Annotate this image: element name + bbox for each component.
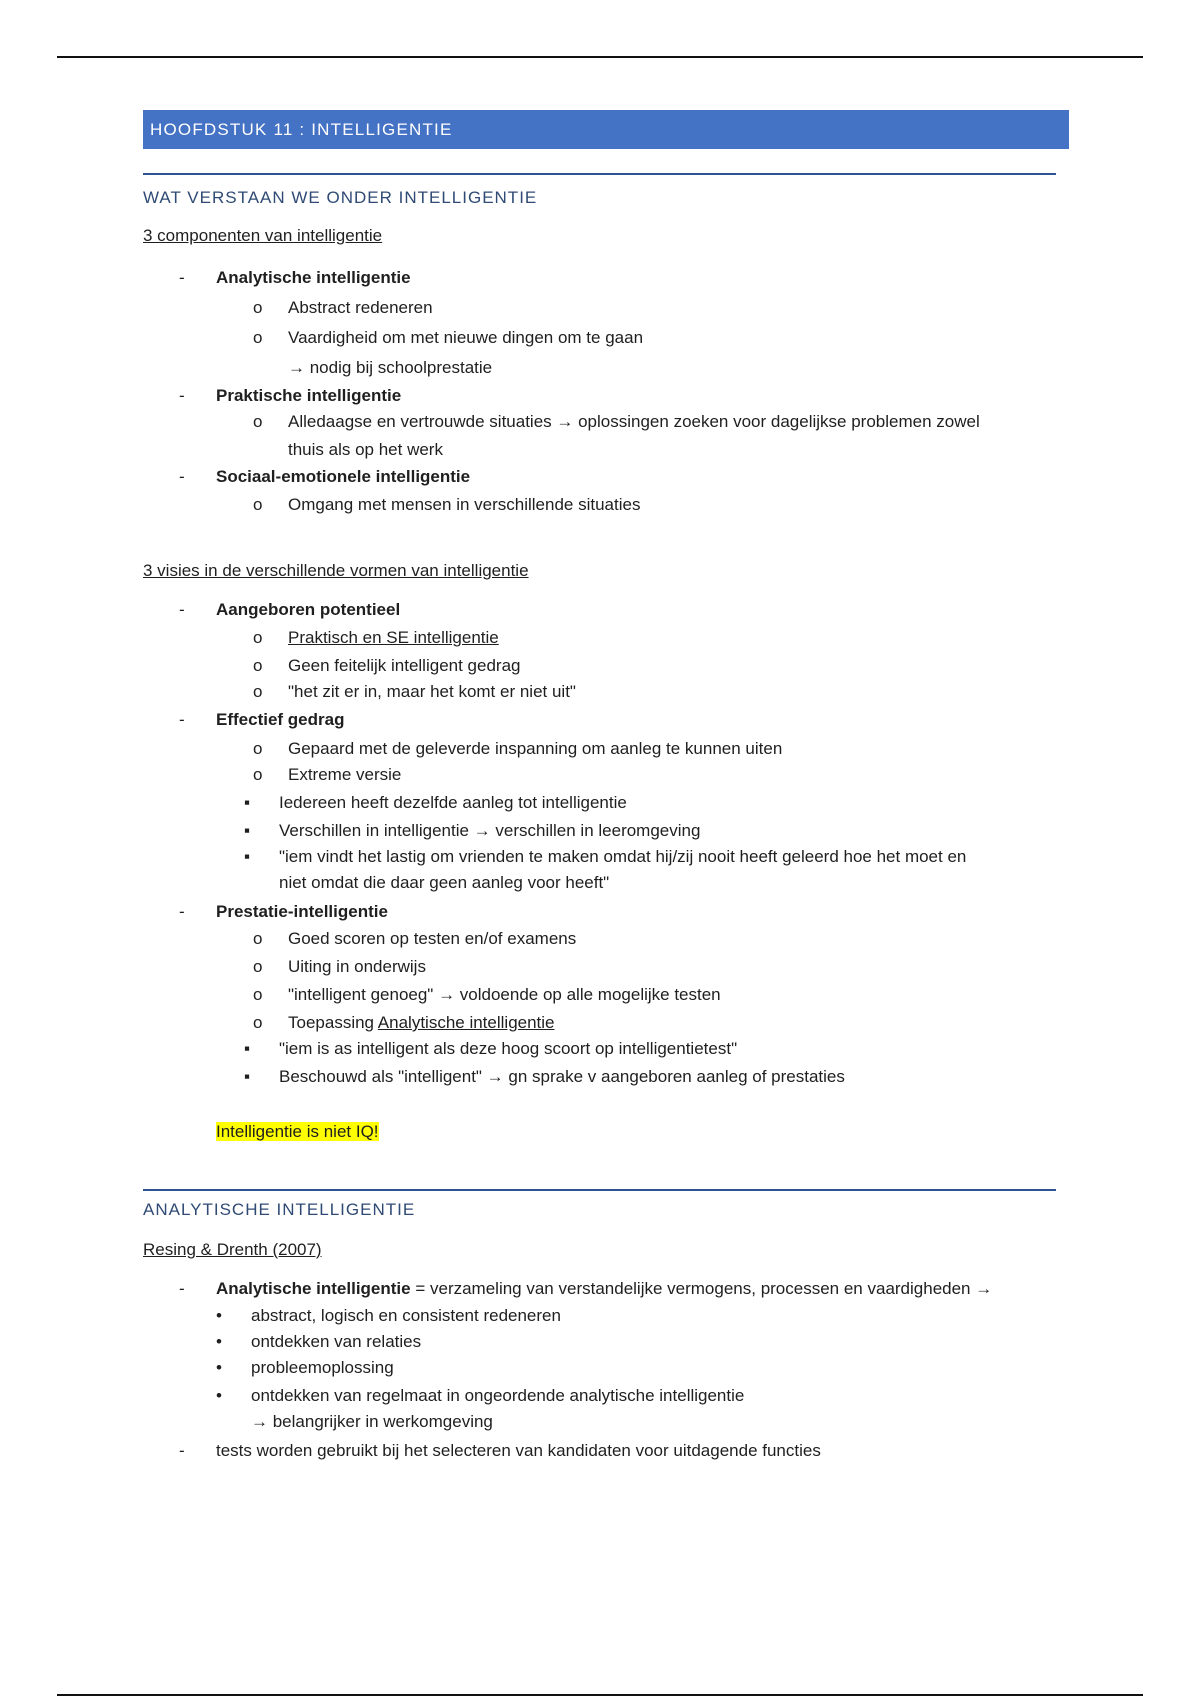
list-item: Gepaard met de geleverde inspanning om aanleg te kunnen uiten: [288, 739, 783, 758]
dot-bullet: •: [216, 1358, 222, 1377]
circle-bullet: o: [253, 412, 263, 431]
list-item: → belangrijker in werkomgeving: [251, 1412, 493, 1431]
list-item: Uiting in onderwijs: [288, 957, 426, 976]
dot-bullet: •: [216, 1306, 222, 1325]
list-item: "iem vindt het lastig om vrienden te maken omdat hij/zij nooit heeft geleerd hoe het moet en: [279, 847, 967, 866]
list-item: Goed scoren op testen en/of examens: [288, 929, 577, 948]
list-item: ontdekken van regelmaat in ongeordende analytische intelligentie: [251, 1386, 745, 1405]
square-bullet: ▪: [244, 1067, 251, 1086]
dash-bullet: -: [179, 268, 185, 287]
list-item-label: Aangeboren potentieel: [216, 600, 401, 619]
list-item: "iem is as intelligent als deze hoog scoort op intelligentietest": [279, 1039, 738, 1058]
list-item: Praktisch en SE intelligentie: [288, 628, 499, 647]
list-item: "het zit er in, maar het komt er niet uit": [288, 682, 576, 701]
footer-rule: [57, 1694, 1143, 1696]
square-bullet: ▪: [244, 847, 251, 866]
dot-bullet: •: [216, 1386, 222, 1405]
section-divider: [143, 1189, 1056, 1191]
list-item: ontdekken van relaties: [251, 1332, 422, 1351]
circle-bullet: o: [253, 1013, 263, 1032]
list-item-label: Sociaal-emotionele intelligentie: [216, 467, 471, 486]
dot-bullet: •: [216, 1332, 222, 1351]
list-item: [216, 1279, 992, 1299]
list-item-label: Effectief gedrag: [216, 710, 345, 729]
list-item: → nodig bij schoolprestatie: [288, 358, 493, 377]
list-item: [288, 1013, 555, 1033]
list-item: Alledaagse en vertrouwde situaties → oplossingen zoeken voor dagelijkse problemen zowel: [288, 412, 980, 431]
chapter-title: HOOFDSTUK 11 : INTELLIGENTIE: [143, 110, 1069, 149]
dash-bullet: -: [179, 467, 185, 486]
list-item-text: Toepassing: [288, 1013, 378, 1032]
dash-bullet: -: [179, 386, 185, 405]
header-rule: [57, 56, 1143, 58]
dash-bullet: -: [179, 710, 185, 729]
dash-bullet: -: [179, 1279, 185, 1298]
subheading: 3 componenten van intelligentie: [143, 226, 383, 245]
list-item: "intelligent genoeg" → voldoende op alle mogelijke testen: [288, 985, 721, 1004]
list-item: niet omdat die daar geen aanleg voor heeft": [279, 873, 610, 892]
circle-bullet: o: [253, 957, 263, 976]
list-item: Iedereen heeft dezelfde aanleg tot intelligentie: [279, 793, 627, 812]
highlight-note: [216, 1122, 379, 1142]
dash-bullet: -: [179, 902, 185, 921]
list-item-label: Prestatie-intelligentie: [216, 902, 388, 921]
subheading: Resing & Drenth (2007): [143, 1240, 322, 1259]
underlined-term: Analytische intelligentie: [377, 1013, 555, 1032]
dash-bullet: -: [179, 600, 185, 619]
highlighted-text: Intelligentie is niet IQ!: [216, 1122, 379, 1141]
circle-bullet: o: [253, 985, 263, 1004]
list-item: abstract, logisch en consistent redeneren: [251, 1306, 561, 1325]
section-divider: [143, 173, 1056, 175]
circle-bullet: o: [253, 682, 263, 701]
list-item-label: Praktische intelligentie: [216, 386, 402, 405]
list-item: Vaardigheid om met nieuwe dingen om te gaan: [288, 328, 644, 347]
list-item-label: Analytische intelligentie: [216, 268, 411, 287]
circle-bullet: o: [253, 929, 263, 948]
section-title: WAT VERSTAAN WE ONDER INTELLIGENTIE: [143, 188, 538, 207]
list-item-label: Analytische intelligentie: [216, 1279, 411, 1298]
list-item: Geen feitelijk intelligent gedrag: [288, 656, 521, 675]
list-item: probleemoplossing: [251, 1358, 394, 1377]
list-item-text: = verzameling van verstandelijke vermogens, processen en vaardigheden →: [410, 1279, 993, 1298]
list-item: Verschillen in intelligentie → verschillen in leeromgeving: [279, 821, 701, 840]
subheading: 3 visies in de verschillende vormen van intelligentie: [143, 561, 529, 580]
square-bullet: ▪: [244, 821, 251, 840]
square-bullet: ▪: [244, 793, 251, 812]
circle-bullet: o: [253, 298, 263, 317]
list-item: Beschouwd als "intelligent" → gn sprake v aangeboren aanleg of prestaties: [279, 1067, 845, 1086]
list-item: Omgang met mensen in verschillende situaties: [288, 495, 641, 514]
list-item: tests worden gebruikt bij het selecteren van kandidaten voor uitdagende functies: [216, 1441, 821, 1460]
list-item: Abstract redeneren: [288, 298, 433, 317]
list-item: thuis als op het werk: [288, 440, 443, 459]
circle-bullet: o: [253, 628, 263, 647]
dash-bullet: -: [179, 1441, 185, 1460]
circle-bullet: o: [253, 495, 263, 514]
square-bullet: ▪: [244, 1039, 251, 1058]
list-item: Extreme versie: [288, 765, 402, 784]
circle-bullet: o: [253, 656, 263, 675]
circle-bullet: o: [253, 739, 263, 758]
circle-bullet: o: [253, 765, 263, 784]
section-title: ANALYTISCHE INTELLIGENTIE: [143, 1200, 416, 1219]
circle-bullet: o: [253, 328, 263, 347]
